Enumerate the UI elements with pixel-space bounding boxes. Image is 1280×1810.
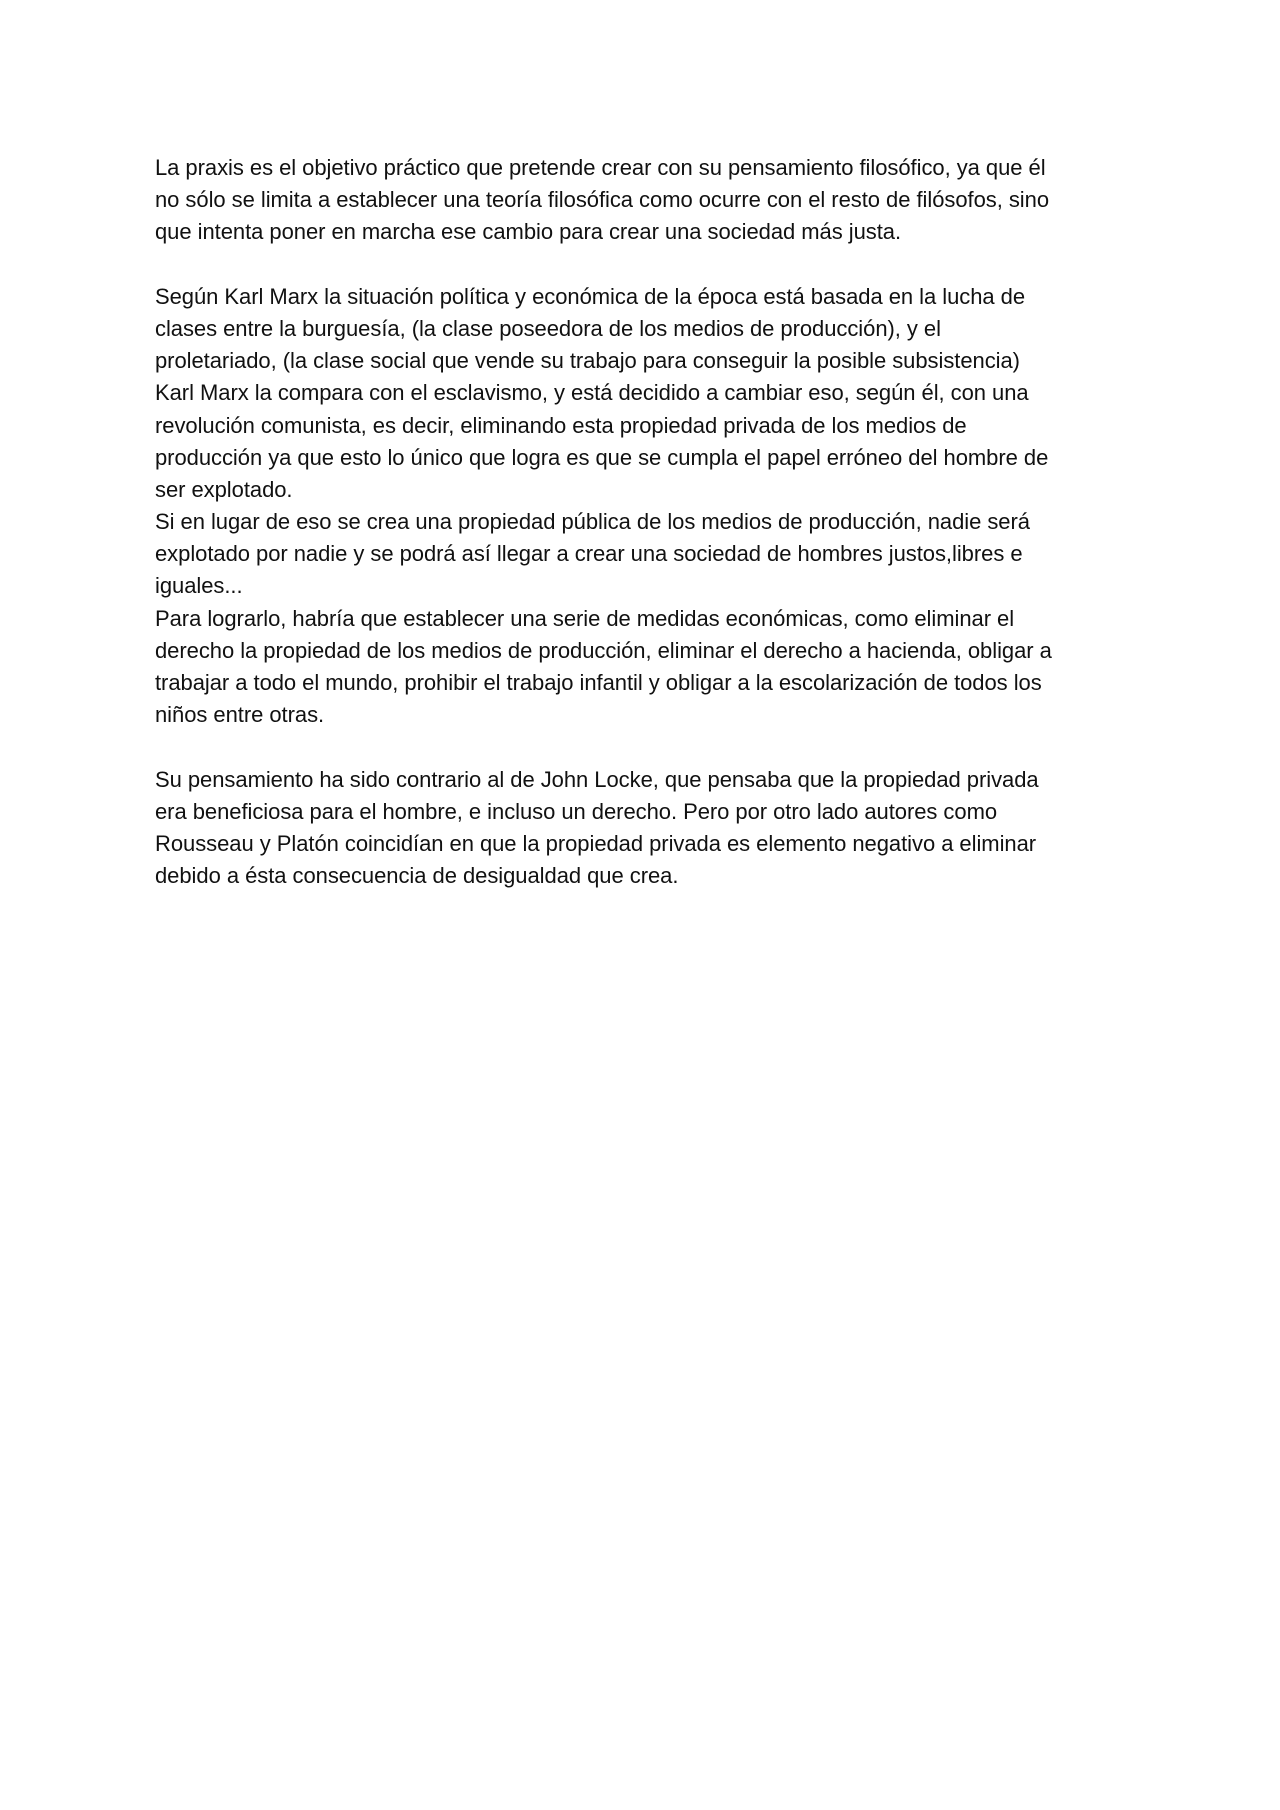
paragraph-john-locke [155, 764, 1140, 893]
text-line: debido a ésta consecuencia de desigualdad que crea. [155, 863, 679, 889]
text-line: no sólo se limita a establecer una teoría filosófica como ocurre con el resto de filósofos, sino [155, 187, 1049, 213]
text-line: proletariado, (la clase social que vende su trabajo para conseguir la posible subsistencia) [155, 348, 1020, 374]
text-line: revolución comunista, es decir, eliminando esta propiedad privada de los medios de [155, 412, 967, 438]
text-line: ser explotado. [155, 476, 293, 502]
text-line: explotado por nadie y se podrá así llegar a crear una sociedad de hombres justos,libres e [155, 541, 1023, 567]
text-line: Según Karl Marx la situación política y económica de la época está basada en la lucha de [155, 283, 1026, 309]
document-body [155, 152, 1140, 892]
paragraph-spacer [155, 249, 1140, 281]
text-line: derecho la propiedad de los medios de producción, eliminar el derecho a hacienda, obligar a [155, 637, 1052, 663]
text-line: Si en lugar de eso se crea una propiedad pública de los medios de producción, nadie será [155, 509, 1030, 535]
text-line: Rousseau y Platón coincidían en que la propiedad privada es elemento negativo a eliminar [155, 830, 1037, 856]
text-line: Karl Marx la compara con el esclavismo, y está decidido a cambiar eso, según él, con una [155, 380, 1029, 406]
text-line: iguales... [155, 573, 243, 599]
text-line: Su pensamiento ha sido contrario al de John Locke, que pensaba que la propiedad privada [155, 766, 1039, 792]
text-line: niños entre otras. [155, 702, 325, 728]
text-line: trabajar a todo el mundo, prohibir el trabajo infantil y obligar a la escolarización de todos los [155, 670, 1042, 695]
paragraph-praxis [155, 152, 1140, 249]
paragraph-spacer [155, 731, 1140, 763]
text-line: La praxis es el objetivo práctico que pretende crear con su pensamiento filosófico, ya que él [155, 155, 1046, 180]
text-line: producción ya que esto lo único que logra es que se cumpla el papel erróneo del hombre de [155, 444, 1049, 470]
text-line: que intenta poner en marcha ese cambio para crear una sociedad más justa. [155, 219, 902, 245]
text-line: Para lograrlo, habría que establecer una serie de medidas económicas, como eliminar el [155, 605, 1015, 631]
text-line: era beneficiosa para el hombre, e incluso un derecho. Pero por otro lado autores como [155, 798, 998, 824]
text-line: clases entre la burguesía, (la clase poseedora de los medios de producción), y el [155, 315, 941, 341]
paragraph-karl-marx [155, 281, 1140, 732]
